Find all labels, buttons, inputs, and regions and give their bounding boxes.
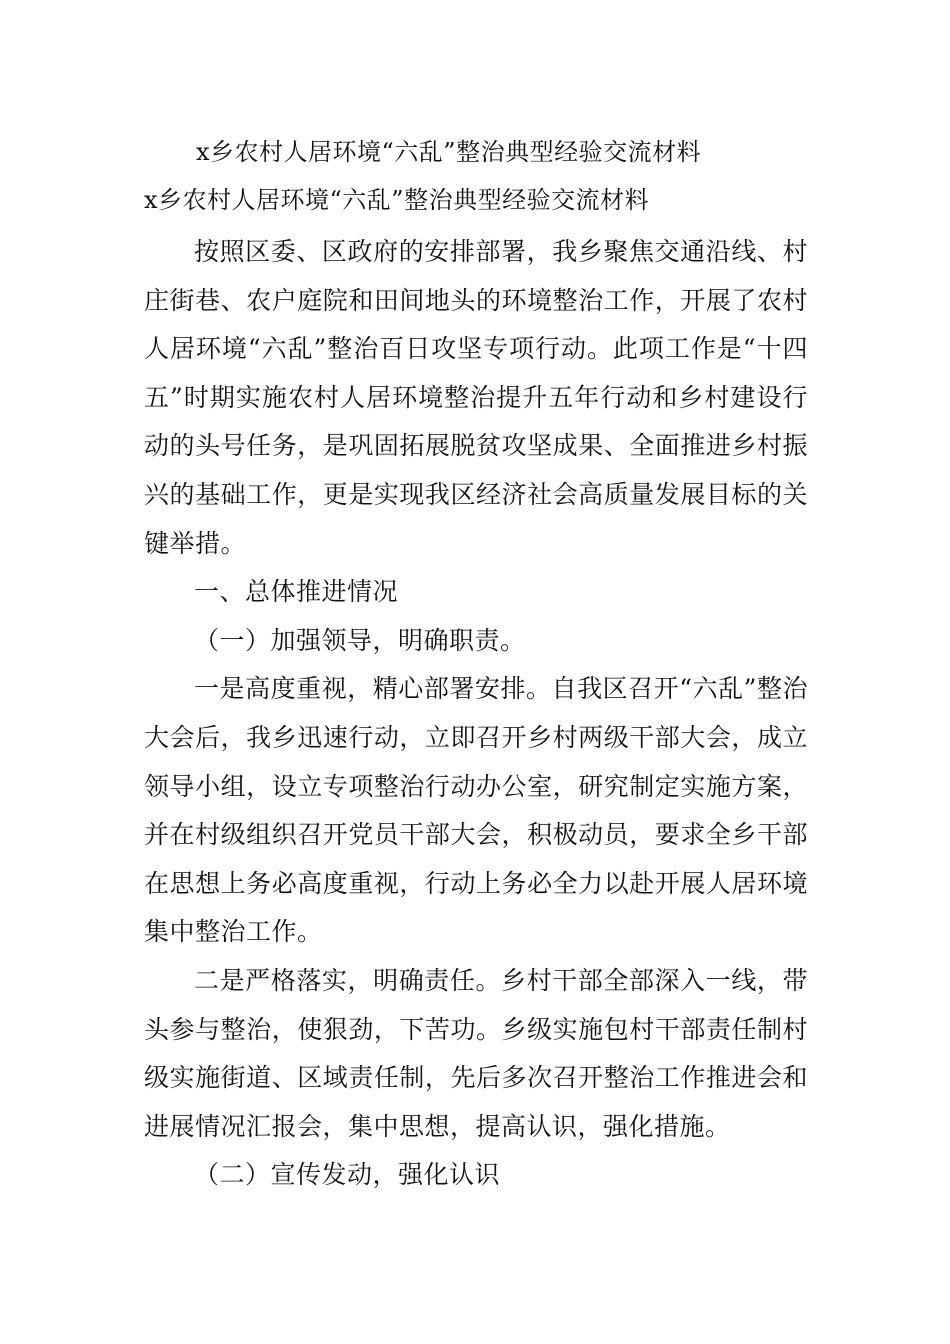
document-body xyxy=(144,228,808,1200)
subsection-heading: （一）加强领导，明确职责。 xyxy=(194,625,526,655)
document-title: x乡农村人居环境“六乱”整治典型经验交流材料 xyxy=(196,138,702,166)
section-heading: 一、总体推进情况 xyxy=(194,577,399,607)
intro-paragraph: 按照区委、区政府的安排部署，我乡聚焦交通沿线、村庄街巷、农户庭院和田间地头的环境整治工作，开展了农村人居环境“六乱”整治百日攻坚专项行动。此项工作是“十四五”时期实施农村人居环境整治提升五年行动和乡村建设行动的头号任务，是巩固拓展脱贫攻坚成果、全面推进乡村振兴的基础工作，更是实现我区经济社会高质量发展目标的关键举措。 xyxy=(144,237,808,558)
body-paragraph: 二是严格落实，明确责任。乡村干部全部深入一线，带头参与整治，使狠劲，下苦功。乡级实施包村干部责任制村级实施街道、区域责任制，先后多次召开整治工作推进会和进展情况汇报会，集中思想，提高认识，强化措施。 xyxy=(144,965,808,1141)
body-paragraph: 一是高度重视，精心部署安排。自我区召开“六乱”整治大会后，我乡迅速行动，立即召开乡村两级干部大会，成立领导小组，设立专项整治行动办公室，研究制定实施方案，并在村级组织召开党员干部大会，积极动员，要求全乡干部在思想上务必高度重视，行动上务必全力以赴开展人居环境集中整治工作。 xyxy=(144,674,808,947)
document-subtitle: x乡农村人居环境“六乱”整治典型经验交流材料 xyxy=(144,186,650,214)
subsection-heading: （二）宣传发动，强化认识 xyxy=(194,1160,501,1190)
